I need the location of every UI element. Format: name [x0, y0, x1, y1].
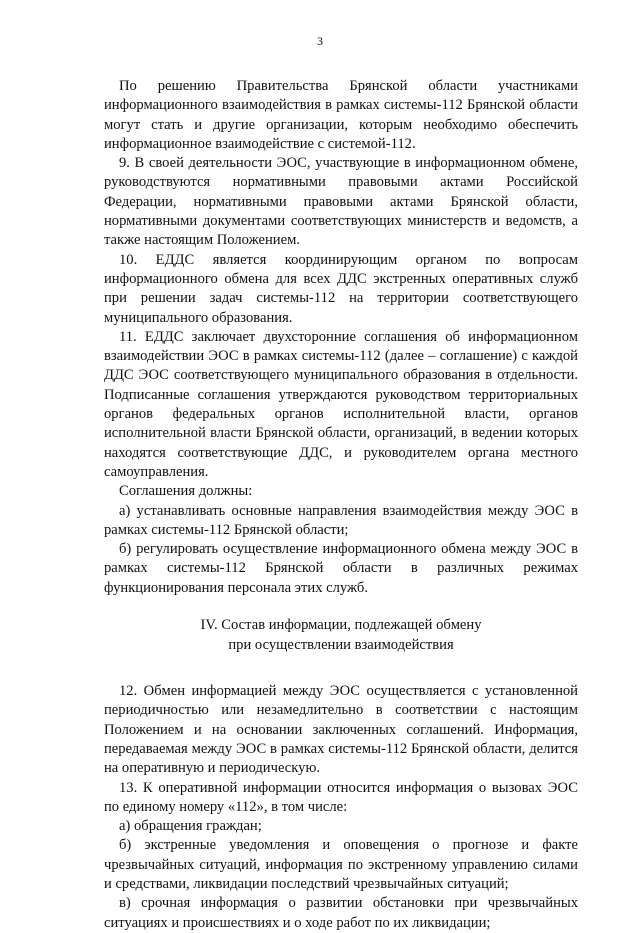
paragraph-agreements-intro: Соглашения должны: — [119, 483, 253, 500]
paragraph-item-13: 13. К оперативной информации относится информация о вызовах ЭОС по единому номеру «112», в том числе: — [104, 779, 578, 815]
section-heading — [104, 616, 578, 655]
document-body — [104, 77, 578, 933]
section-heading-line-1: IV. Состав информации, подлежащей обмену — [200, 617, 482, 634]
paragraph-item-13-c: в) срочная информация о развитии обстановки при чрезвычайных ситуациях и происшествиях и о ходе работ по их ликвидации; — [104, 895, 578, 931]
paragraph-agreements-a: а) устанавливать основные направления взаимодействия между ЭОС в рамках системы-112 Брянской области; — [104, 502, 578, 538]
section-heading-line-2: при осуществлении взаимодействия — [228, 636, 454, 653]
paragraph-item-13-b: б) экстренные уведомления и оповещения о прогнозе и факте чрезвычайных ситуаций, информация по экстренному управлению силами и средствами, ликвидации последствий чрезвычайных ситуаций; — [104, 837, 578, 892]
page-number: 3 — [317, 34, 323, 48]
paragraph-item-12: 12. Обмен информацией между ЭОС осуществляется с установленной периодичностью или незамедлительно в соответствии с настоящим Положением и на основании заключенных соглашений. Информация, передаваемая между ЭОС в рамках системы-112 Брянской области, делится на оперативную и периодическую. — [104, 683, 578, 777]
paragraph-item-10: 10. ЕДДС является координирующим органом по вопросам информационного обмена для всех ДДС экстренных оперативных служб при решении задач системы-112 на территории соответствующего муниципального образования. — [104, 251, 578, 326]
paragraph-agreements-b: б) регулировать осуществление информационного обмена между ЭОС в рамках системы-112 Брянской области в различных режимах функционирования персонала этих служб. — [104, 541, 578, 596]
paragraph-item-11: 11. ЕДДС заключает двухсторонние соглашения об информационном взаимодействии ЭОС в рамках системы-112 (далее – соглашение) с каждой ДДС ЭОС соответствующего муниципального образования в отдельности. Подписанные соглашения утверждаются руководством территориальных органов федеральных органов исполнительной власти, органов исполнительной власти Брянской области, организаций, в ведении которых находятся соответствующие ДДС, и руководителем органа местного самоуправления. — [104, 328, 578, 480]
paragraph-item-9: 9. В своей деятельности ЭОС, участвующие в информационном обмене, руководствуются нормативными правовыми актами Российской Федерации, нормативными правовыми актами Брянской области, нормативными документами соответствующих министерств и ведомств, а также настоящим Положением. — [104, 155, 578, 249]
paragraph-item-13-a: а) обращения граждан; — [119, 818, 262, 835]
paragraph-participants: По решению Правительства Брянской области участниками информационного взаимодействия в рамках системы-112 Брянской области могут стать и другие организации, которым необходимо обеспечить информационное взаимодействие с системой-112. — [104, 78, 578, 152]
